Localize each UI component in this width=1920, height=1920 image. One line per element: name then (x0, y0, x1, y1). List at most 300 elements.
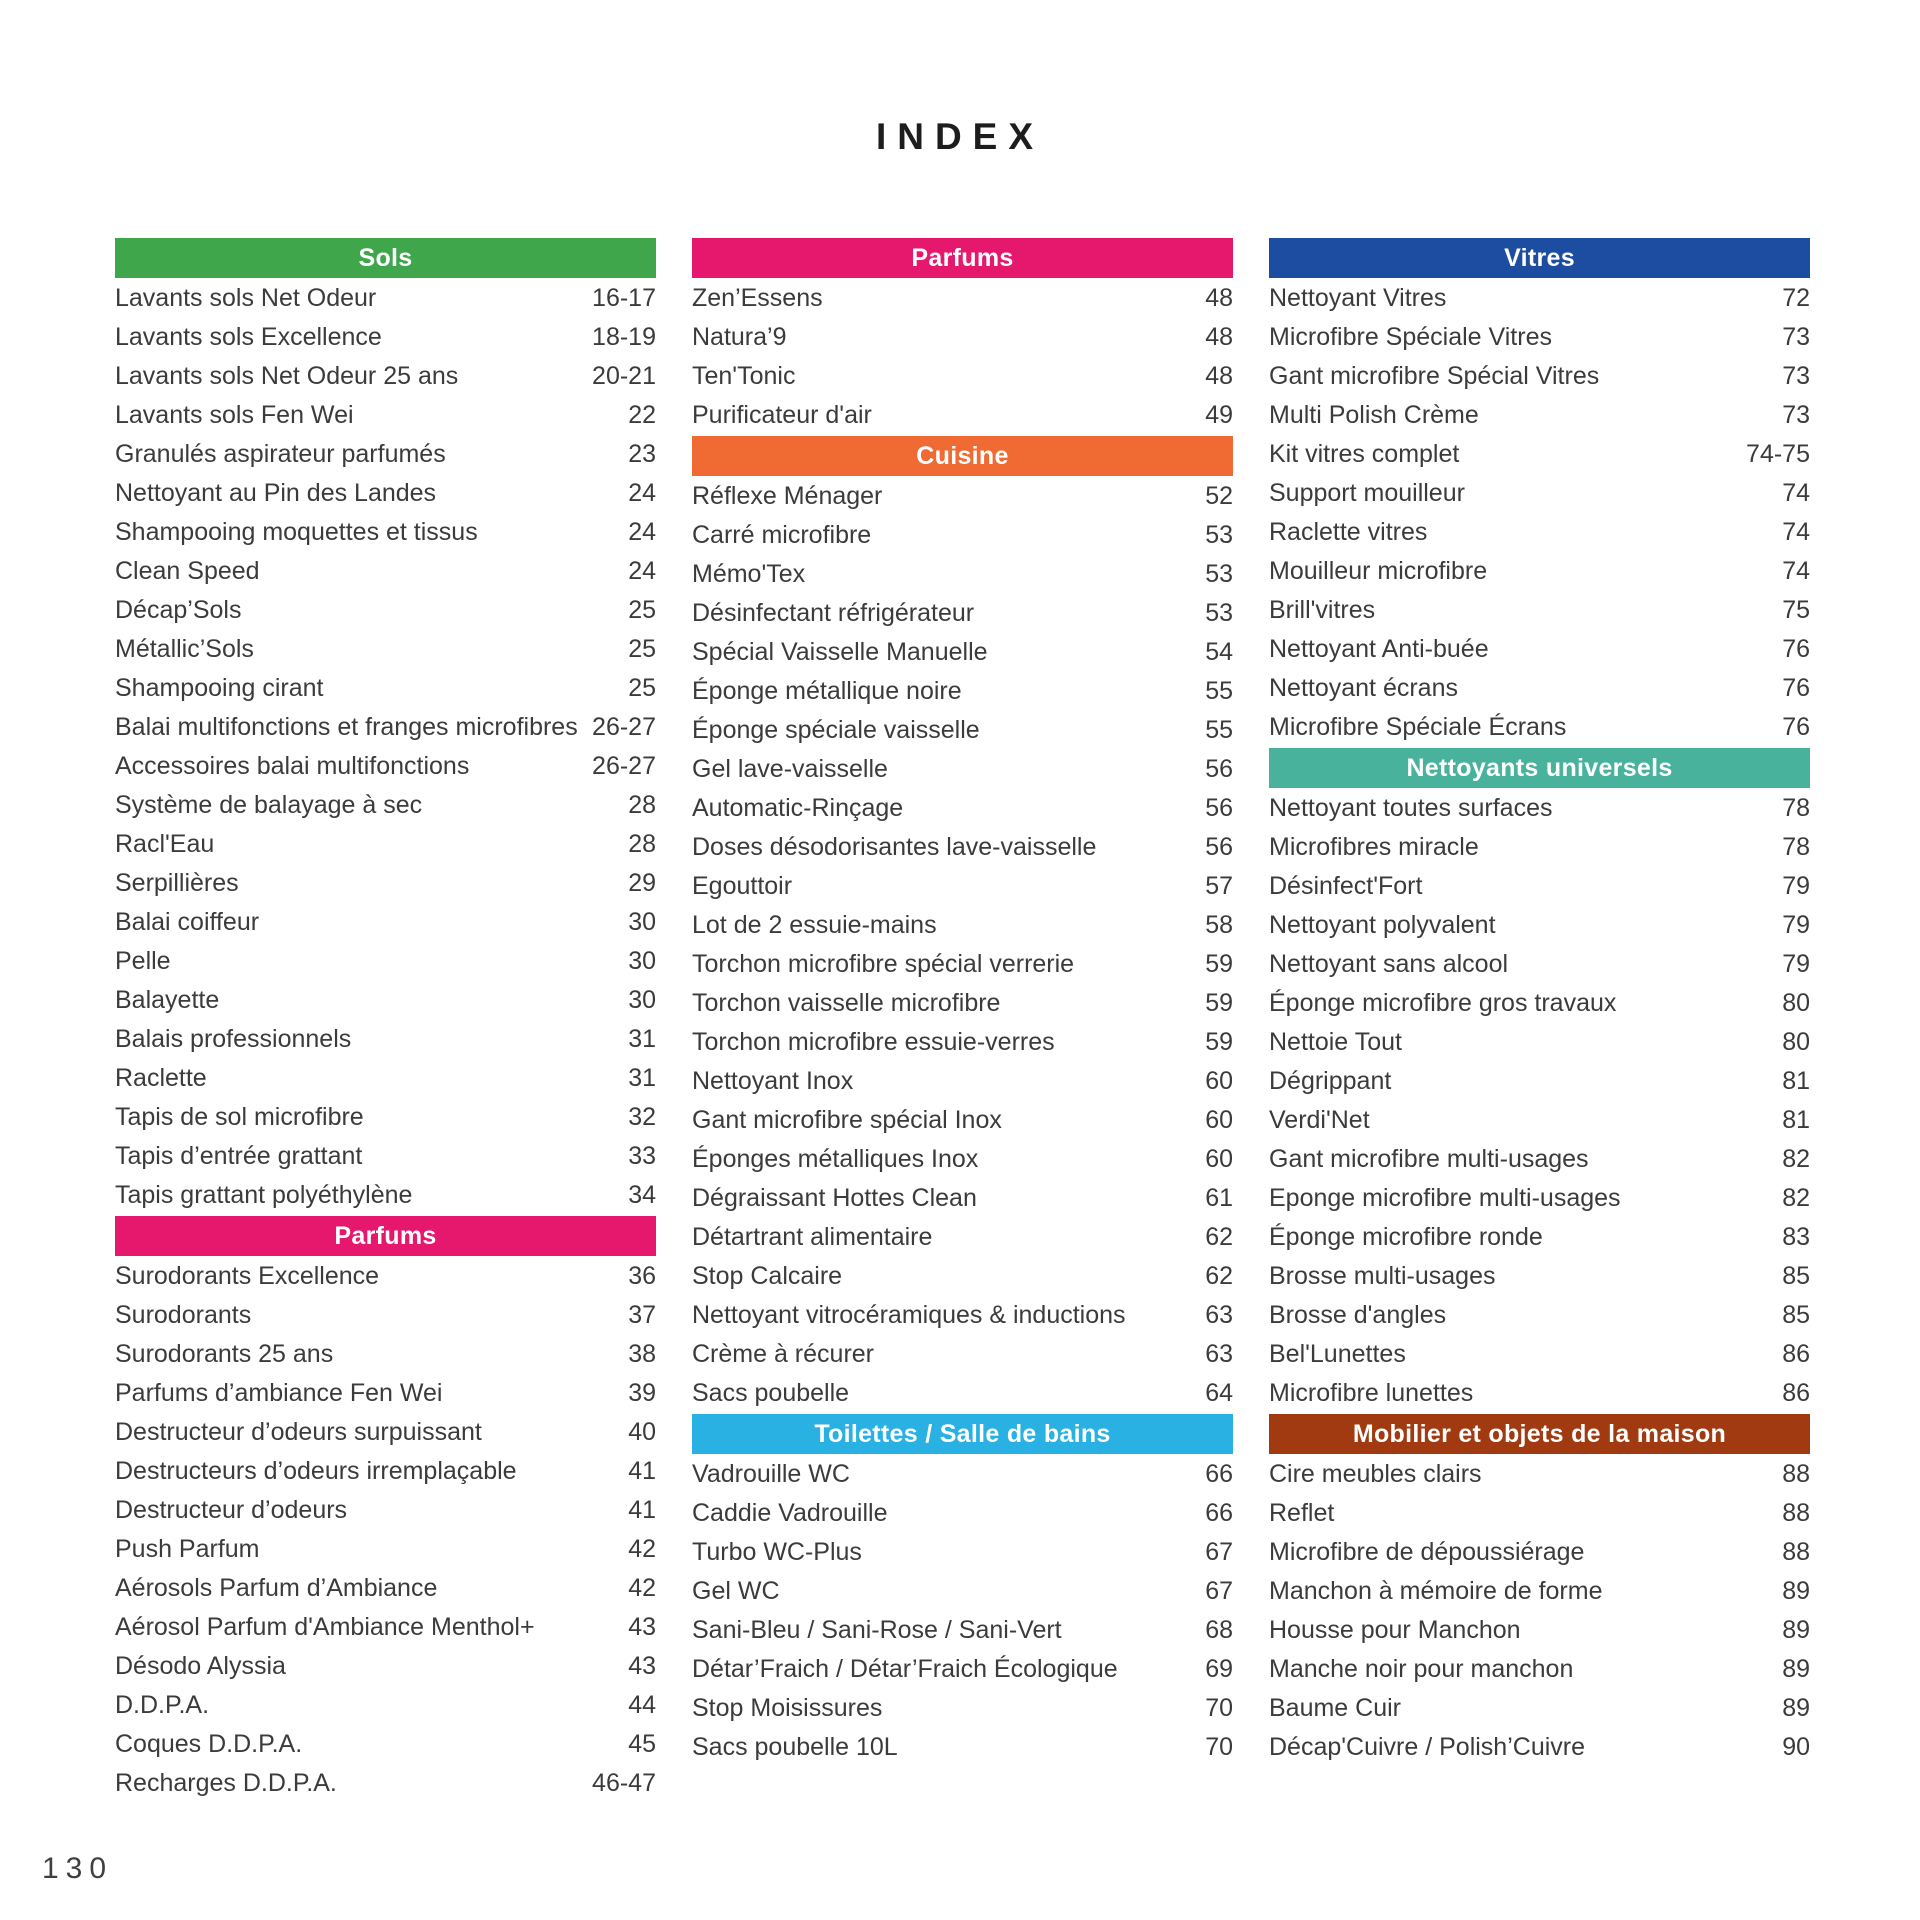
index-entry (692, 1140, 1233, 1179)
index-entry-page: 60 (1205, 1067, 1233, 1095)
index-entry (692, 1728, 1233, 1767)
index-entry (692, 1179, 1233, 1218)
index-entry-label: Nettoyant au Pin des Landes (115, 479, 437, 507)
index-entry (692, 396, 1233, 435)
index-entry (1269, 1374, 1810, 1413)
index-entry-label: Recharges D.D.P.A. (115, 1769, 337, 1797)
index-entry-page: 22 (628, 401, 656, 429)
index-entry (692, 1023, 1233, 1062)
index-entry-label: Balai coiffeur (115, 908, 260, 936)
index-entry (1269, 906, 1810, 945)
index-entry-label: Balais professionnels (115, 1025, 352, 1053)
index-entry-page: 60 (1205, 1145, 1233, 1173)
index-entry-label: Mémo'Tex (692, 560, 806, 588)
index-entry-label: Désinfectant réfrigérateur (692, 599, 975, 627)
index-entry-page: 81 (1782, 1106, 1810, 1134)
index-entry (115, 1569, 656, 1608)
index-entry-page: 64 (1205, 1379, 1233, 1407)
index-entry-label: Nettoyant Anti-buée (1269, 635, 1489, 663)
index-entry (692, 1494, 1233, 1533)
index-entry-label: Surodorants (115, 1301, 252, 1329)
index-entry-page: 86 (1782, 1379, 1810, 1407)
index-entry-label: Eponge microfibre multi-usages (1269, 1184, 1621, 1212)
index-entry-label: Tapis grattant polyéthylène (115, 1181, 413, 1209)
index-entry-label: Destructeur d’odeurs surpuissant (115, 1418, 482, 1446)
index-entry-page: 48 (1205, 284, 1233, 312)
index-entry (115, 1374, 656, 1413)
index-entry-label: Caddie Vadrouille (692, 1499, 888, 1527)
index-entry-label: Lavants sols Fen Wei (115, 401, 354, 429)
index-entry-page: 56 (1205, 833, 1233, 861)
index-columns (115, 237, 1810, 1803)
index-entry-label: Éponges métalliques Inox (692, 1145, 979, 1173)
index-entry-page: 53 (1205, 560, 1233, 588)
index-entry-page: 88 (1782, 1499, 1810, 1527)
index-entry-page: 40 (628, 1418, 656, 1446)
index-entry-page: 81 (1782, 1067, 1810, 1095)
index-entry (1269, 1335, 1810, 1374)
index-entry-page: 39 (628, 1379, 656, 1407)
index-entry (692, 1572, 1233, 1611)
index-entry-page: 75 (1782, 596, 1810, 624)
index-entry-label: Métallic’Sols (115, 635, 254, 663)
index-entry-page: 42 (628, 1535, 656, 1563)
index-entry-page: 28 (628, 791, 656, 819)
index-entry (1269, 474, 1810, 513)
index-entry-page: 73 (1782, 323, 1810, 351)
index-entry-label: Gant microfibre multi-usages (1269, 1145, 1589, 1173)
index-entry-label: Tapis de sol microfibre (115, 1103, 364, 1131)
index-entry (692, 906, 1233, 945)
index-entry (115, 981, 656, 1020)
index-entry-label: Nettoyant polyvalent (1269, 911, 1496, 939)
index-entry-label: Raclette vitres (1269, 518, 1428, 546)
index-entry-label: Surodorants Excellence (115, 1262, 380, 1290)
index-entry-label: Vadrouille WC (692, 1460, 850, 1488)
index-entry-page: 32 (628, 1103, 656, 1131)
index-entry-page: 57 (1205, 872, 1233, 900)
index-entry-label: Nettoyant sans alcool (1269, 950, 1509, 978)
index-entry-page: 85 (1782, 1262, 1810, 1290)
index-entry-label: Brill'vitres (1269, 596, 1376, 624)
index-entry (1269, 513, 1810, 552)
index-entry (115, 786, 656, 825)
index-entry-label: Gel WC (692, 1577, 780, 1605)
index-entry-label: Stop Calcaire (692, 1262, 843, 1290)
index-entry-page: 89 (1782, 1616, 1810, 1644)
index-entry (1269, 1179, 1810, 1218)
index-entry (115, 1608, 656, 1647)
index-entry (115, 357, 656, 396)
index-entry-page: 78 (1782, 833, 1810, 861)
index-entry-label: Brosse d'angles (1269, 1301, 1447, 1329)
index-entry (692, 357, 1233, 396)
index-entry (115, 1335, 656, 1374)
index-entry-label: Réflexe Ménager (692, 482, 883, 510)
index-entry-label: Zen’Essens (692, 284, 823, 312)
index-entry-label: Sacs poubelle (692, 1379, 850, 1407)
index-entry-label: Éponge spéciale vaisselle (692, 716, 980, 744)
index-entry-label: Système de balayage à sec (115, 791, 423, 819)
index-entry-page: 78 (1782, 794, 1810, 822)
index-entry-page: 53 (1205, 521, 1233, 549)
index-entry (692, 1257, 1233, 1296)
index-entry-label: Nettoyant écrans (1269, 674, 1458, 702)
index-entry-label: Racl'Eau (115, 830, 215, 858)
index-entry (692, 633, 1233, 672)
index-entry-page: 61 (1205, 1184, 1233, 1212)
index-entry-page: 59 (1205, 1028, 1233, 1056)
section-header-vitres: Vitres (1269, 238, 1810, 278)
index-entry-label: Verdi'Net (1269, 1106, 1370, 1134)
index-entry-label: Dégraissant Hottes Clean (692, 1184, 977, 1212)
index-entry-page: 20-21 (592, 362, 656, 390)
index-entry-page: 56 (1205, 755, 1233, 783)
section-header-sols: Sols (115, 238, 656, 278)
index-entry-page: 74-75 (1746, 440, 1810, 468)
index-entry-label: Aérosol Parfum d'Ambiance Menthol+ (115, 1613, 535, 1641)
index-entry-label: Éponge microfibre ronde (1269, 1223, 1543, 1251)
index-entry (115, 942, 656, 981)
index-entry-label: Lot de 2 essuie-mains (692, 911, 937, 939)
index-entry-page: 62 (1205, 1262, 1233, 1290)
index-entry (115, 396, 656, 435)
index-entry-label: Désinfect'Fort (1269, 872, 1423, 900)
index-entry-label: Sani-Bleu / Sani-Rose / Sani-Vert (692, 1616, 1062, 1644)
index-entry-page: 67 (1205, 1538, 1233, 1566)
index-entry-label: Détartrant alimentaire (692, 1223, 933, 1251)
page-title: INDEX (875, 116, 1045, 157)
index-column-1 (115, 237, 656, 1803)
index-entry (692, 1374, 1233, 1413)
index-entry (115, 552, 656, 591)
index-entry (1269, 789, 1810, 828)
index-entry (1269, 1140, 1810, 1179)
index-entry (1269, 318, 1810, 357)
index-entry-page: 42 (628, 1574, 656, 1602)
index-entry-page: 74 (1782, 518, 1810, 546)
index-entry-label: Coques D.D.P.A. (115, 1730, 303, 1758)
index-entry (692, 1533, 1233, 1572)
index-entry-label: Carré microfibre (692, 521, 872, 549)
index-entry-label: Turbo WC-Plus (692, 1538, 862, 1566)
index-entry-label: Push Parfum (115, 1535, 260, 1563)
index-entry-label: Baume Cuir (1269, 1694, 1401, 1722)
index-entry-label: Automatic-Rinçage (692, 794, 904, 822)
index-entry-page: 74 (1782, 479, 1810, 507)
index-entry (115, 1530, 656, 1569)
index-entry-page: 66 (1205, 1499, 1233, 1527)
index-entry-page: 30 (628, 947, 656, 975)
index-entry-label: Nettoyant vitrocéramiques & inductions (692, 1301, 1126, 1329)
index-entry-page: 34 (628, 1181, 656, 1209)
index-entry (115, 669, 656, 708)
index-entry-label: Torchon vaisselle microfibre (692, 989, 1001, 1017)
index-entry-page: 26-27 (592, 713, 656, 741)
index-entry-label: Surodorants 25 ans (115, 1340, 334, 1368)
index-entry (115, 1647, 656, 1686)
index-entry (1269, 669, 1810, 708)
index-entry (1269, 1572, 1810, 1611)
index-entry-page: 25 (628, 596, 656, 624)
index-entry-page: 79 (1782, 911, 1810, 939)
index-entry-label: Nettoie Tout (1269, 1028, 1402, 1056)
index-entry (1269, 279, 1810, 318)
index-entry-page: 41 (628, 1457, 656, 1485)
index-entry-label: Microfibre de dépoussiérage (1269, 1538, 1585, 1566)
index-entry (115, 435, 656, 474)
index-entry-label: Support mouilleur (1269, 479, 1465, 507)
index-entry-page: 55 (1205, 677, 1233, 705)
index-entry-page: 79 (1782, 872, 1810, 900)
index-entry (692, 711, 1233, 750)
index-entry-page: 90 (1782, 1733, 1810, 1761)
index-entry (692, 1650, 1233, 1689)
index-entry-page: 67 (1205, 1577, 1233, 1605)
section-header-nettoyants-universels: Nettoyants universels (1269, 748, 1810, 788)
index-entry (692, 828, 1233, 867)
index-entry-page: 86 (1782, 1340, 1810, 1368)
index-entry-label: Nettoyant Inox (692, 1067, 854, 1095)
index-entry-page: 88 (1782, 1460, 1810, 1488)
index-entry-page: 36 (628, 1262, 656, 1290)
index-entry-label: Nettoyant Vitres (1269, 284, 1447, 312)
index-entry-page: 83 (1782, 1223, 1810, 1251)
index-entry-page: 29 (628, 869, 656, 897)
index-entry-label: Nettoyant toutes surfaces (1269, 794, 1553, 822)
index-entry (115, 1686, 656, 1725)
index-entry-page: 45 (628, 1730, 656, 1758)
index-entry (692, 1689, 1233, 1728)
index-entry (692, 1335, 1233, 1374)
index-entry (115, 1059, 656, 1098)
index-entry-page: 85 (1782, 1301, 1810, 1329)
index-entry (692, 1455, 1233, 1494)
index-entry-page: 74 (1782, 557, 1810, 585)
index-entry-label: Stop Moisissures (692, 1694, 883, 1722)
index-entry-page: 68 (1205, 1616, 1233, 1644)
index-entry-label: D.D.P.A. (115, 1691, 210, 1719)
index-entry (1269, 1296, 1810, 1335)
index-entry (115, 1491, 656, 1530)
index-entry (115, 474, 656, 513)
index-entry (115, 825, 656, 864)
index-entry-page: 76 (1782, 713, 1810, 741)
index-entry (115, 1137, 656, 1176)
index-entry-label: Microfibre Spéciale Vitres (1269, 323, 1552, 351)
index-entry-page: 82 (1782, 1145, 1810, 1173)
index-entry-label: Mouilleur microfibre (1269, 557, 1488, 585)
index-entry-label: Parfums d’ambiance Fen Wei (115, 1379, 443, 1407)
index-entry (115, 513, 656, 552)
index-entry-label: Shampooing moquettes et tissus (115, 518, 478, 546)
index-entry-page: 60 (1205, 1106, 1233, 1134)
index-entry-label: Egouttoir (692, 872, 793, 900)
index-entry-page: 72 (1782, 284, 1810, 312)
index-entry-page: 76 (1782, 635, 1810, 663)
index-entry-label: Sacs poubelle 10L (692, 1733, 898, 1761)
index-entry-label: Microfibres miracle (1269, 833, 1479, 861)
index-entry-page: 24 (628, 518, 656, 546)
index-entry (1269, 1611, 1810, 1650)
index-entry-page: 52 (1205, 482, 1233, 510)
index-entry-page: 31 (628, 1064, 656, 1092)
index-entry-page: 63 (1205, 1340, 1233, 1368)
index-entry-label: Multi Polish Crème (1269, 401, 1479, 429)
index-entry-page: 79 (1782, 950, 1810, 978)
index-entry-label: Clean Speed (115, 557, 260, 585)
index-entry-label: Destructeurs d’odeurs irremplaçable (115, 1457, 517, 1485)
index-entry-page: 25 (628, 674, 656, 702)
index-entry (115, 1020, 656, 1059)
index-entry-label: Aérosols Parfum d’Ambiance (115, 1574, 438, 1602)
index-entry-label: Torchon microfibre essuie-verres (692, 1028, 1055, 1056)
index-entry (692, 318, 1233, 357)
index-entry-label: Kit vitres complet (1269, 440, 1460, 468)
index-entry (692, 1296, 1233, 1335)
index-entry-page: 31 (628, 1025, 656, 1053)
index-entry (692, 1611, 1233, 1650)
index-entry-page: 58 (1205, 911, 1233, 939)
index-entry (692, 867, 1233, 906)
index-entry-label: Torchon microfibre spécial verrerie (692, 950, 1075, 978)
index-entry-page: 69 (1205, 1655, 1233, 1683)
index-column-2 (692, 237, 1233, 1767)
index-entry-page: 53 (1205, 599, 1233, 627)
index-entry-label: Raclette (115, 1064, 207, 1092)
index-entry-label: Brosse multi-usages (1269, 1262, 1496, 1290)
index-entry (115, 591, 656, 630)
index-entry (692, 555, 1233, 594)
index-entry (1269, 435, 1810, 474)
index-entry-label: Housse pour Manchon (1269, 1616, 1521, 1644)
index-entry (115, 864, 656, 903)
index-entry (1269, 867, 1810, 906)
index-entry-label: Doses désodorisantes lave-vaisselle (692, 833, 1097, 861)
index-entry (1269, 1533, 1810, 1572)
index-entry-label: Microfibre Spéciale Écrans (1269, 713, 1567, 741)
index-entry (115, 1413, 656, 1452)
index-entry (692, 279, 1233, 318)
index-entry (1269, 1728, 1810, 1767)
index-entry-page: 43 (628, 1613, 656, 1641)
index-entry-label: Ten'Tonic (692, 362, 796, 390)
index-entry-label: Balai multifonctions et franges microfibres (115, 713, 578, 741)
index-entry-page: 82 (1782, 1184, 1810, 1212)
index-entry-label: Accessoires balai multifonctions (115, 752, 470, 780)
index-entry-page: 63 (1205, 1301, 1233, 1329)
index-entry (115, 630, 656, 669)
index-entry-label: Cire meubles clairs (1269, 1460, 1482, 1488)
index-entry-page: 41 (628, 1496, 656, 1524)
index-entry-label: Lavants sols Excellence (115, 323, 382, 351)
index-entry-page: 24 (628, 557, 656, 585)
index-entry (692, 945, 1233, 984)
index-entry (1269, 984, 1810, 1023)
index-entry-page: 89 (1782, 1655, 1810, 1683)
index-entry (692, 984, 1233, 1023)
index-entry-page: 89 (1782, 1577, 1810, 1605)
index-entry (115, 1257, 656, 1296)
index-entry (1269, 708, 1810, 747)
index-entry (692, 594, 1233, 633)
index-entry-page: 89 (1782, 1694, 1810, 1722)
index-entry-label: Bel'Lunettes (1269, 1340, 1406, 1368)
index-entry-label: Lavants sols Net Odeur 25 ans (115, 362, 459, 390)
index-entry-page: 37 (628, 1301, 656, 1329)
index-entry (1269, 396, 1810, 435)
index-entry (115, 1725, 656, 1764)
index-entry-page: 73 (1782, 362, 1810, 390)
index-entry (692, 789, 1233, 828)
index-entry (1269, 1101, 1810, 1140)
section-header-toilettes-salle-de-bains: Toilettes / Salle de bains (692, 1414, 1233, 1454)
index-entry-page: 70 (1205, 1733, 1233, 1761)
page-number: 130 (42, 1852, 114, 1885)
index-entry-label: Décap’Sols (115, 596, 242, 624)
index-entry (692, 1218, 1233, 1257)
section-header-cuisine: Cuisine (692, 436, 1233, 476)
index-entry (1269, 552, 1810, 591)
index-entry (1269, 1218, 1810, 1257)
index-entry (692, 1062, 1233, 1101)
index-entry (1269, 1689, 1810, 1728)
index-entry-label: Gant microfibre spécial Inox (692, 1106, 1002, 1134)
index-entry (115, 1452, 656, 1491)
index-entry (1269, 828, 1810, 867)
section-header-parfums: Parfums (692, 238, 1233, 278)
index-entry-page: 38 (628, 1340, 656, 1368)
index-entry (115, 318, 656, 357)
section-header-parfums: Parfums (115, 1216, 656, 1256)
index-entry-page: 25 (628, 635, 656, 663)
section-header-mobilier-et-objets-de-la-maison: Mobilier et objets de la maison (1269, 1414, 1810, 1454)
index-entry-page: 30 (628, 908, 656, 936)
index-entry (115, 1098, 656, 1137)
index-entry-label: Shampooing cirant (115, 674, 324, 702)
index-entry-label: Purificateur d'air (692, 401, 872, 429)
index-entry-page: 76 (1782, 674, 1810, 702)
index-entry-label: Serpillières (115, 869, 239, 897)
index-entry (1269, 1494, 1810, 1533)
index-entry (692, 750, 1233, 789)
index-entry-page: 46-47 (592, 1769, 656, 1797)
index-entry (1269, 357, 1810, 396)
index-entry-label: Tapis d’entrée grattant (115, 1142, 363, 1170)
index-entry-page: 73 (1782, 401, 1810, 429)
index-entry-label: Détar’Fraich / Détar’Fraich Écologique (692, 1655, 1118, 1683)
index-entry-label: Dégrippant (1269, 1067, 1392, 1095)
index-entry (692, 516, 1233, 555)
index-entry (115, 1764, 656, 1803)
index-entry-page: 23 (628, 440, 656, 468)
index-entry-label: Destructeur d’odeurs (115, 1496, 348, 1524)
index-entry-page: 54 (1205, 638, 1233, 666)
index-entry-page: 59 (1205, 950, 1233, 978)
index-entry-label: Gel lave-vaisselle (692, 755, 888, 783)
index-entry (692, 477, 1233, 516)
index-entry-label: Éponge microfibre gros travaux (1269, 989, 1617, 1017)
index-entry-page: 26-27 (592, 752, 656, 780)
index-entry-label: Microfibre lunettes (1269, 1379, 1474, 1407)
index-entry (115, 1296, 656, 1335)
index-entry (1269, 1455, 1810, 1494)
index-entry (1269, 630, 1810, 669)
index-entry-page: 55 (1205, 716, 1233, 744)
index-entry-page: 80 (1782, 1028, 1810, 1056)
index-entry (1269, 1257, 1810, 1296)
index-entry (115, 903, 656, 942)
